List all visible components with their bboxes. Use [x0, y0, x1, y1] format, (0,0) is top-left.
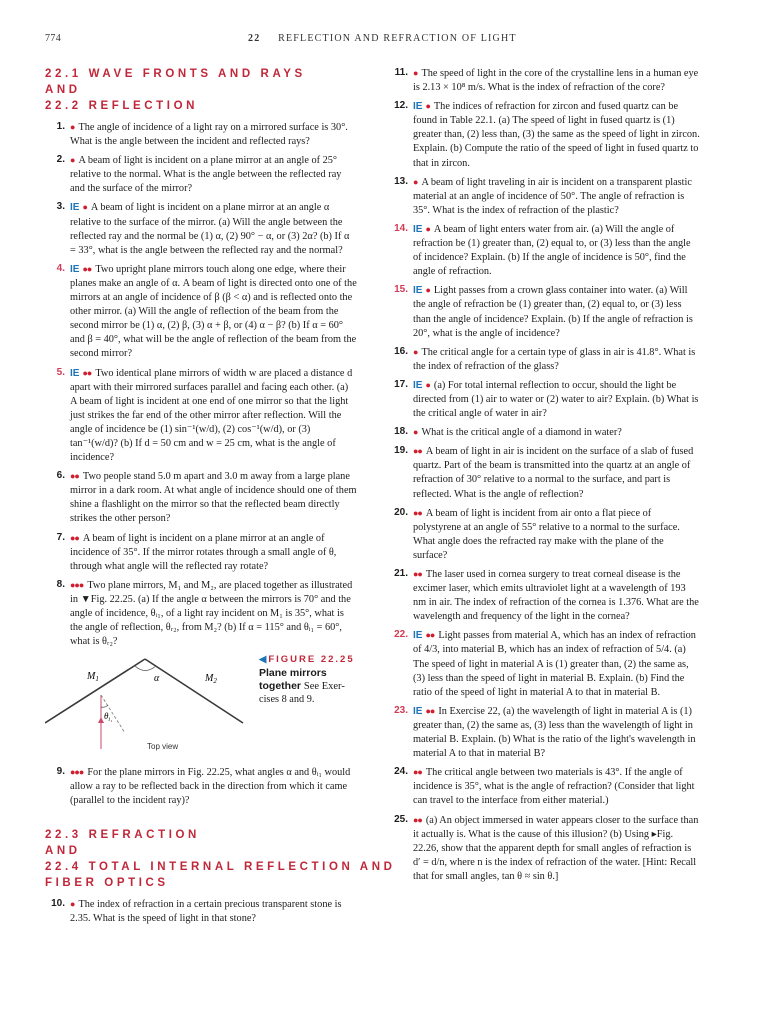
- problem-text: Two plane mirrors, M₁ and M₂, are placed together as illustrated in ▼Fig. 22.25. (a) If the angle α between the mirrors is 70° and the angle of incidence, θᵢ₁, of a light ray incident on M₁ is 35°, what is the angle of reflection, θᵣ₂, from M₂? (b) If α = 115° and θᵢ₁ = 60°, what is θᵣ₂?: [70, 579, 353, 648]
- problem-text: The critical angle between two materials is 43°. If the angle of incidence is 35°, what is the angle of refraction? (Consider that light can travel to the interface from either material.): [413, 767, 695, 807]
- problem-text: For the plane mirrors in Fig. 22.25, what angles α and θᵢ₁ would allow a ray to be reflected back in the direction from which it came (parallel to the incident ray)?: [70, 767, 351, 807]
- problem-22: [388, 628, 700, 699]
- running-header: [248, 33, 517, 44]
- problem-number: 9.: [56, 766, 65, 778]
- figure-label: ◀ FIGURE 22.25: [259, 654, 355, 666]
- problem-14: [388, 222, 700, 279]
- problem-text: A beam of light is incident on a plane mirror at an angle of 25° relative to the normal. What is the angle between the reflected ray and the surface of the mirror?: [70, 155, 342, 195]
- problem-number: 5.: [56, 366, 65, 378]
- problem-2: [45, 153, 357, 196]
- difficulty-dots: ●●: [413, 507, 422, 518]
- problem-number: 20.: [394, 506, 408, 518]
- problem-text: A beam of light in air is incident on the surface of a slab of fused quartz. Part of the beam is transmitted into the quartz at an angle of refraction of 30° relative to a normal to the surface, and part is reflected. What is the angle of reflection?: [413, 446, 694, 500]
- chapter-title: REFLECTION AND REFRACTION OF LIGHT: [278, 33, 517, 44]
- problem-16: [388, 345, 700, 374]
- ie-badge: IE: [413, 223, 423, 235]
- problem-number: 10.: [51, 897, 65, 909]
- alpha-label: α: [154, 673, 160, 685]
- problem-15: [388, 283, 700, 340]
- difficulty-dots: ●: [70, 898, 75, 909]
- difficulty-dots: ●●: [425, 630, 435, 641]
- problem-text: A beam of light is incident on a plane mirror at an angle of incidence of 35°. If the mirror rotates through a small angle of θ, through what angle will the reflected ray rotate?: [70, 532, 337, 572]
- mirror-m1-label: $M_1$: [87, 671, 99, 684]
- problem-number: 21.: [394, 568, 408, 579]
- problem-24: [388, 765, 700, 808]
- heading-line: 22.2 REFLECTION: [45, 100, 199, 112]
- right-column: [388, 66, 700, 888]
- problem-23: [388, 704, 700, 761]
- problem-text: (a) For total internal reflection to occur, should the light be directed from (1) air to water or (2) water to air? Explain. (b) What is the critical angle of water in air?: [413, 379, 699, 420]
- difficulty-dots: ●●: [70, 471, 79, 482]
- problem-number: 8.: [56, 578, 65, 590]
- problem-25: [388, 813, 700, 884]
- theta-arc: [101, 705, 108, 707]
- problem-17: [388, 378, 700, 421]
- problem-number: 11.: [394, 67, 408, 78]
- figure-caption: [259, 653, 359, 707]
- ie-badge: IE: [413, 101, 423, 113]
- problem-text: A beam of light traveling in air is incident on a transparent plastic material at an angle of incidence of 50°. The angle of refraction is 35°. What is the index of refraction of the plastic?: [413, 176, 692, 216]
- problem-text: The speed of light in the core of the crystalline lens in a human eye is 2.13 × 10⁸ m/s. What is the index of refraction of the core?: [413, 68, 699, 94]
- problem-12: [388, 99, 700, 170]
- problem-13: [388, 175, 700, 218]
- section-heading-reflection: [45, 66, 357, 114]
- heading-line: 22.4 TOTAL INTERNAL REFLECTION AND: [45, 860, 396, 873]
- problem-6: [45, 469, 357, 526]
- difficulty-dots: ●: [425, 285, 430, 296]
- problem-number: 19.: [394, 445, 408, 457]
- ie-badge: IE: [70, 202, 80, 214]
- problem-text: Light passes from a crown glass container into water. (a) Will the angle of refraction be (1) greater than, (2) equal to, or (3) less than the angle of incidence? Explain. (b) If the angle of refraction is 20°, what is the angle of incidence?: [413, 285, 693, 339]
- difficulty-dots: ●●: [413, 814, 422, 825]
- figure-title-line: together: [259, 680, 301, 693]
- section-heading-refraction: [45, 827, 396, 891]
- mirror-diagram: [45, 653, 255, 759]
- problem-text: Two identical plane mirrors of width w are placed a distance d apart with their mirrored surfaces parallel and facing each other. (a) A beam of light is incident at one end of one mirror so that the light just strikes the far end of the other mirror after reflection. Will the angle of incidence be (1) sin⁻¹(w/d), (2) cos⁻¹(w/d), or (3) tan⁻¹(w/d)? (b) If d = 50 cm and w = 25 cm, what is the angle of incidence?: [70, 367, 353, 464]
- difficulty-dots: ●: [413, 346, 418, 357]
- difficulty-dots: ●●: [82, 263, 92, 274]
- heading-line: AND: [45, 844, 81, 857]
- problem-number: 1.: [56, 121, 65, 132]
- problem-text: Two upright plane mirrors touch along one edge, where their planes make an angle of α. A beam of light is directed onto one of the mirrors at an angle of incidence of β (β < α) and is reflected onto the other mirror. (a) Will the angle of reflection of the beam from the second mirror be (1) α, (2) β, (3) α + β, or (4) α − β? (b) If α = 60° and β = 40°, what will be the angle of reflection of the beam from the second mirror?: [70, 263, 357, 360]
- problem-number: 7.: [56, 531, 65, 543]
- problem-number: 18.: [394, 426, 408, 438]
- difficulty-dots: ●●: [70, 532, 79, 543]
- problem-text: A beam of light is incident from air onto a flat piece of polystyrene at an angle of 55° relative to a normal to the surface. What angle does the refracted ray make with the plane of the surface?: [413, 507, 680, 561]
- problem-number: 24.: [394, 766, 408, 778]
- difficulty-dots: ●●: [413, 446, 422, 457]
- heading-line: 22.3 REFRACTION: [45, 828, 200, 841]
- problem-text: What is the critical angle of a diamond in water?: [421, 427, 622, 439]
- problem-number: 17.: [394, 378, 408, 390]
- figure-title-line: Plane mirrors: [259, 667, 327, 680]
- problem-number: 2.: [56, 154, 65, 166]
- problem-text: In Exercise 22, (a) the wavelength of light in material A is (1) greater than, (2) the same as, (3) less than the wavelength of light in material B. Explain. (b) What is the ratio of the light's wavelength in material A to that in material B?: [413, 705, 696, 760]
- difficulty-dots: ●: [70, 155, 75, 166]
- problem-text: The laser used in cornea surgery to treat corneal disease is the excimer laser, which emits ultraviolet light at a wavelength of 193 nm in air. The index of refraction of the cornea is 1.376. What are the wavelength and frequency of the light in the cornea?: [413, 569, 699, 623]
- problem-21: [388, 567, 700, 624]
- figure-22-25: [45, 653, 357, 759]
- difficulty-dots: ●●: [82, 367, 92, 378]
- problem-18: [388, 425, 700, 440]
- problem-4: [45, 262, 357, 362]
- difficulty-dots: ●: [413, 176, 418, 187]
- theta-label: $\theta_{i_1}$: [104, 711, 113, 724]
- difficulty-dots: ●●: [413, 767, 422, 778]
- heading-line: AND: [45, 84, 81, 96]
- problem-text: The angle of incidence of a light ray on a mirrored surface is 30°. What is the angle between the incident and reflected rays?: [70, 122, 348, 148]
- figure-caption-text: cises 8 and 9.: [259, 694, 315, 706]
- ie-badge: IE: [70, 367, 80, 379]
- difficulty-dots: ●: [425, 379, 430, 390]
- problem-11: [388, 66, 700, 95]
- problem-text: Two people stand 5.0 m apart and 3.0 m away from a large plane mirror in a dark room. At what angle of incidence should one of them shine a flashlight on the mirror so that the reflected beam directly strikes the other person?: [70, 471, 357, 525]
- difficulty-dots: ●: [70, 122, 75, 132]
- figure-title: [259, 667, 359, 693]
- figure-caption-text: See Exer-: [303, 681, 345, 693]
- difficulty-dots: ●●●: [70, 767, 84, 778]
- problem-number: 22.: [394, 629, 408, 641]
- problem-number: 16.: [394, 345, 408, 357]
- problem-19: [388, 444, 700, 501]
- left-column: [45, 66, 396, 930]
- problem-number: 4.: [56, 262, 65, 274]
- problem-number: 3.: [56, 201, 65, 213]
- problem-8: [45, 578, 357, 649]
- problem-20: [388, 506, 700, 563]
- problem-text: A beam of light is incident on a plane mirror at an angle α relative to the surface of the mirror. (a) Will the angle between the reflected ray and the normal be (1) α, (2) 90° − α, or (3) 2α? (b) If α = 33°, what is the angle between the reflected ray and the normal?: [70, 202, 350, 256]
- difficulty-dots: ●: [425, 101, 430, 112]
- problem-number: 23.: [394, 704, 408, 716]
- top-view-label: Top view: [147, 742, 179, 752]
- page-number: 774: [45, 33, 62, 44]
- ie-badge: IE: [413, 379, 423, 391]
- problem-3: [45, 200, 357, 257]
- problem-number: 13.: [394, 175, 408, 187]
- difficulty-dots: ●: [413, 427, 418, 438]
- difficulty-dots: ●: [82, 202, 87, 213]
- ie-badge: IE: [70, 263, 80, 275]
- difficulty-dots: ●●●: [70, 579, 84, 590]
- problem-1: [45, 120, 357, 149]
- problem-number: 12.: [394, 100, 408, 112]
- problem-text: A beam of light enters water from air. (a) Will the angle of refraction be (1) greater than, (2) equal to, or (3) less than the angle of incidence? Explain. (b) If the angle of incidence is 50°, find the angle of refraction.: [413, 223, 691, 278]
- problem-text: The indices of refraction for zircon and fused quartz can be found in Table 22.1. (a) The speed of light in fused quartz is (1) greater than, (2) less than, (3) the same as the speed of light in zircon. Explain. (b) Compute the ratio of the speed of light in fused quartz to that in zircon.: [413, 101, 700, 169]
- heading-line: 22.1 WAVE FRONTS AND RAYS: [45, 68, 306, 80]
- problem-10: [45, 897, 357, 926]
- problem-text: The index of refraction in a certain precious transparent stone is 2.35. What is the speed of light in that stone?: [70, 898, 342, 924]
- problem-number: 6.: [56, 470, 65, 482]
- difficulty-dots: ●●: [413, 569, 422, 579]
- problem-5: [45, 366, 357, 466]
- problem-text: Light passes from material A, which has an index of refraction of 4/3, into material B, which has an index of refraction of 5/4. (a) The speed of light in material A is (1) greater than, (2) the same as, (3) less than the speed of light in material B. Explain. (b) Find the ratio of the speed of light in material A to that in material B.: [413, 630, 696, 698]
- problem-9: [45, 765, 357, 808]
- alpha-arc: [135, 666, 156, 671]
- chapter-number: 22: [248, 33, 261, 44]
- problem-number: 15.: [394, 284, 408, 296]
- problem-7: [45, 531, 357, 574]
- difficulty-dots: ●●: [425, 705, 435, 716]
- heading-line: FIBER OPTICS: [45, 876, 169, 889]
- left-arrow-icon: ◀: [259, 654, 267, 666]
- problem-text: (a) An object immersed in water appears closer to the surface than it actually is. What is the cause of this illusion? (b) Using ▸Fig. 22.26, show that the apparent depth for small angles of refraction is d′ = d/n, where n is the index of refraction of the water. [Hint: Recall that for small angles, tan θ ≈ sin θ.]: [413, 814, 699, 882]
- ie-badge: IE: [413, 630, 423, 642]
- mirror-m2-label: $M_2$: [205, 673, 217, 686]
- mirror-m1-line: [45, 659, 145, 723]
- problem-number: 25.: [394, 813, 408, 825]
- ie-badge: IE: [413, 705, 423, 717]
- difficulty-dots: ●: [425, 223, 430, 234]
- mirror-m2-line: [145, 659, 243, 723]
- problem-text: The critical angle for a certain type of glass in air is 41.8°. What is the index of refraction of the glass?: [413, 346, 696, 372]
- ie-badge: IE: [413, 285, 423, 297]
- difficulty-dots: ●: [413, 68, 418, 78]
- problem-number: 14.: [394, 222, 408, 234]
